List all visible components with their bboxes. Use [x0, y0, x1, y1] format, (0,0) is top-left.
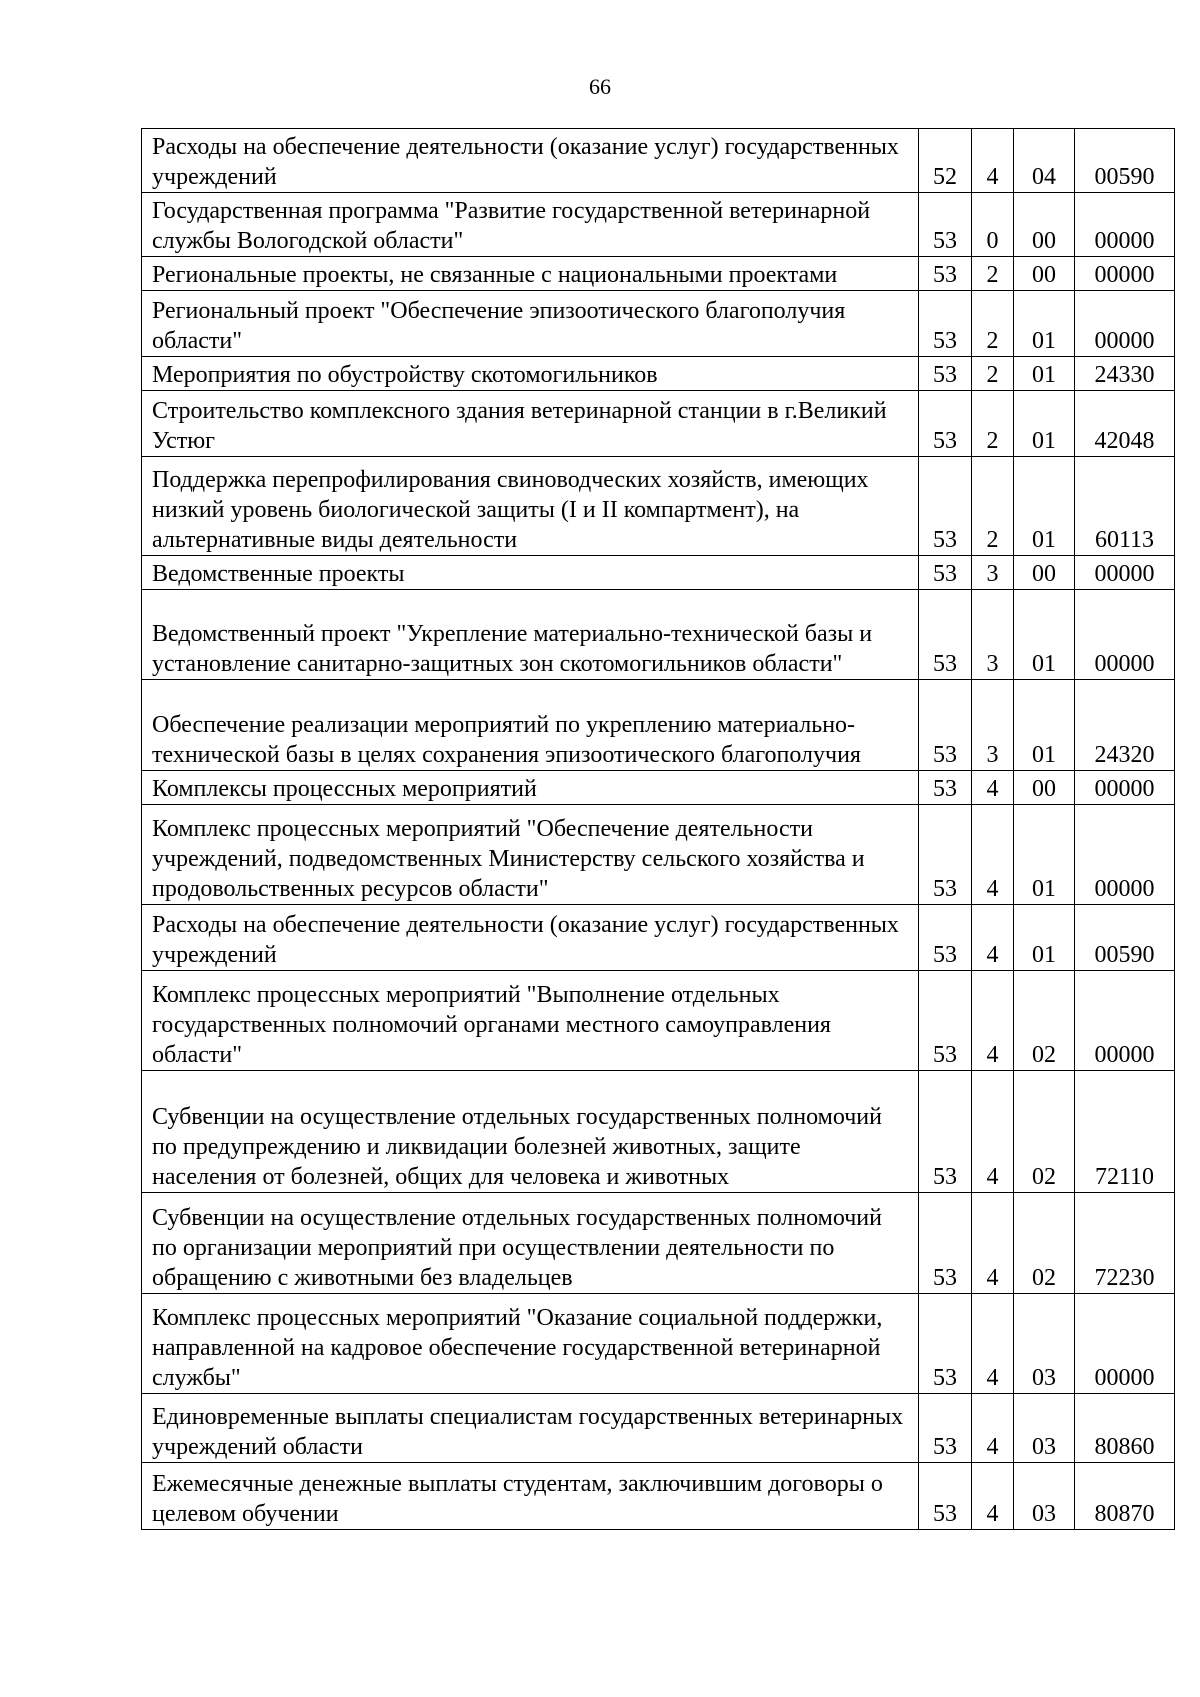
table-row — [142, 905, 1175, 971]
row-name: Региональные проекты, не связанные с национальными проектами — [142, 257, 919, 291]
code-type: 4 — [972, 971, 1014, 1071]
code-subprogram: 02 — [1014, 1193, 1075, 1294]
code-program: 53 — [919, 291, 972, 357]
page-number: 66 — [589, 74, 611, 99]
table-row — [142, 291, 1175, 357]
code-subprogram: 01 — [1014, 805, 1075, 905]
code-program: 53 — [919, 805, 972, 905]
code-type: 4 — [972, 905, 1014, 971]
code-program: 53 — [919, 556, 972, 590]
code-direction: 00000 — [1075, 291, 1175, 357]
code-subprogram: 02 — [1014, 971, 1075, 1071]
row-name: Ведомственные проекты — [142, 556, 919, 590]
code-type: 4 — [972, 1071, 1014, 1193]
code-subprogram: 04 — [1014, 129, 1075, 193]
code-program: 53 — [919, 771, 972, 805]
code-type: 4 — [972, 1463, 1014, 1530]
code-program: 53 — [919, 971, 972, 1071]
row-name: Региональный проект "Обеспечение эпизоотического благополучия области" — [142, 291, 919, 357]
row-name: Комплекс процессных мероприятий "Выполнение отдельных государственных полномочий органами местного самоуправления области" — [142, 971, 919, 1071]
row-name: Комплекс процессных мероприятий "Оказание социальной поддержки, направленной на кадровое обеспечение государственной ветеринарной службы" — [142, 1294, 919, 1394]
code-subprogram: 02 — [1014, 1071, 1075, 1193]
row-name: Строительство комплексного здания ветеринарной станции в г.Великий Устюг — [142, 391, 919, 457]
table-row — [142, 1294, 1175, 1394]
code-direction: 72110 — [1075, 1071, 1175, 1193]
budget-classification-table — [141, 128, 1175, 1530]
row-name: Обеспечение реализации мероприятий по укреплению материально-технической базы в целях сохранения эпизоотического благополучия — [142, 680, 919, 771]
row-name: Государственная программа "Развитие государственной ветеринарной службы Вологодской области" — [142, 193, 919, 257]
code-subprogram: 01 — [1014, 457, 1075, 556]
code-direction: 00000 — [1075, 971, 1175, 1071]
row-name: Поддержка перепрофилирования свиноводческих хозяйств, имеющих низкий уровень биологической защиты (I и II компартмент), на альтернативные виды деятельности — [142, 457, 919, 556]
code-subprogram: 01 — [1014, 391, 1075, 457]
code-subprogram: 01 — [1014, 680, 1075, 771]
table-row — [142, 1071, 1175, 1193]
table-body — [142, 129, 1175, 1530]
code-subprogram: 00 — [1014, 556, 1075, 590]
code-direction: 00590 — [1075, 905, 1175, 971]
code-direction: 00590 — [1075, 129, 1175, 193]
code-type: 4 — [972, 1193, 1014, 1294]
code-subprogram: 00 — [1014, 257, 1075, 291]
code-type: 2 — [972, 257, 1014, 291]
code-direction: 00000 — [1075, 771, 1175, 805]
code-program: 53 — [919, 1071, 972, 1193]
code-type: 2 — [972, 357, 1014, 391]
code-type: 4 — [972, 771, 1014, 805]
code-direction: 42048 — [1075, 391, 1175, 457]
code-type: 0 — [972, 193, 1014, 257]
table-row — [142, 805, 1175, 905]
table-row — [142, 257, 1175, 291]
code-program: 53 — [919, 257, 972, 291]
code-type: 4 — [972, 1294, 1014, 1394]
code-direction: 72230 — [1075, 1193, 1175, 1294]
code-subprogram: 01 — [1014, 357, 1075, 391]
code-type: 3 — [972, 590, 1014, 680]
code-subprogram: 03 — [1014, 1394, 1075, 1463]
code-type: 4 — [972, 1394, 1014, 1463]
table-row — [142, 556, 1175, 590]
code-type: 4 — [972, 129, 1014, 193]
table-row — [142, 193, 1175, 257]
row-name: Ведомственный проект "Укрепление материально-технической базы и установление санитарно-защитных зон скотомогильников области" — [142, 590, 919, 680]
code-type: 2 — [972, 291, 1014, 357]
row-name: Расходы на обеспечение деятельности (оказание услуг) государственных учреждений — [142, 129, 919, 193]
code-program: 53 — [919, 193, 972, 257]
row-name: Расходы на обеспечение деятельности (оказание услуг) государственных учреждений — [142, 905, 919, 971]
code-program: 53 — [919, 1193, 972, 1294]
table-row — [142, 391, 1175, 457]
code-subprogram: 01 — [1014, 905, 1075, 971]
code-direction: 00000 — [1075, 257, 1175, 291]
table-row — [142, 680, 1175, 771]
code-type: 3 — [972, 680, 1014, 771]
code-direction: 00000 — [1075, 193, 1175, 257]
row-name: Единовременные выплаты специалистам государственных ветеринарных учреждений области — [142, 1394, 919, 1463]
table-row — [142, 357, 1175, 391]
code-subprogram: 00 — [1014, 771, 1075, 805]
table-row — [142, 1193, 1175, 1294]
code-program: 53 — [919, 680, 972, 771]
code-direction: 00000 — [1075, 1294, 1175, 1394]
code-type: 2 — [972, 391, 1014, 457]
code-subprogram: 01 — [1014, 590, 1075, 680]
code-type: 3 — [972, 556, 1014, 590]
code-direction: 00000 — [1075, 805, 1175, 905]
code-subprogram: 03 — [1014, 1294, 1075, 1394]
code-program: 53 — [919, 1294, 972, 1394]
code-direction: 80870 — [1075, 1463, 1175, 1530]
code-type: 2 — [972, 457, 1014, 556]
table-row — [142, 1394, 1175, 1463]
row-name: Субвенции на осуществление отдельных государственных полномочий по организации мероприятий при осуществлении деятельности по обращению с животными без владельцев — [142, 1193, 919, 1294]
code-direction: 60113 — [1075, 457, 1175, 556]
table-row — [142, 771, 1175, 805]
code-subprogram: 00 — [1014, 193, 1075, 257]
code-direction: 24330 — [1075, 357, 1175, 391]
code-program: 53 — [919, 357, 972, 391]
code-subprogram: 03 — [1014, 1463, 1075, 1530]
code-direction: 24320 — [1075, 680, 1175, 771]
row-name: Мероприятия по обустройству скотомогильников — [142, 357, 919, 391]
code-direction: 00000 — [1075, 556, 1175, 590]
code-subprogram: 01 — [1014, 291, 1075, 357]
code-program: 53 — [919, 1463, 972, 1530]
table-row — [142, 129, 1175, 193]
table-row — [142, 971, 1175, 1071]
code-program: 53 — [919, 457, 972, 556]
table-row — [142, 457, 1175, 556]
table-row — [142, 590, 1175, 680]
row-name: Ежемесячные денежные выплаты студентам, заключившим договоры о целевом обучении — [142, 1463, 919, 1530]
code-direction: 00000 — [1075, 590, 1175, 680]
row-name: Комплекс процессных мероприятий "Обеспечение деятельности учреждений, подведомственных Министерству сельского хозяйства и продовольственных ресурсов области" — [142, 805, 919, 905]
code-program: 52 — [919, 129, 972, 193]
code-program: 53 — [919, 1394, 972, 1463]
code-type: 4 — [972, 805, 1014, 905]
code-program: 53 — [919, 905, 972, 971]
code-program: 53 — [919, 391, 972, 457]
row-name: Субвенции на осуществление отдельных государственных полномочий по предупреждению и ликвидации болезней животных, защите населения от болезней, общих для человека и животных — [142, 1071, 919, 1193]
code-direction: 80860 — [1075, 1394, 1175, 1463]
table-row — [142, 1463, 1175, 1530]
row-name: Комплексы процессных мероприятий — [142, 771, 919, 805]
code-program: 53 — [919, 590, 972, 680]
